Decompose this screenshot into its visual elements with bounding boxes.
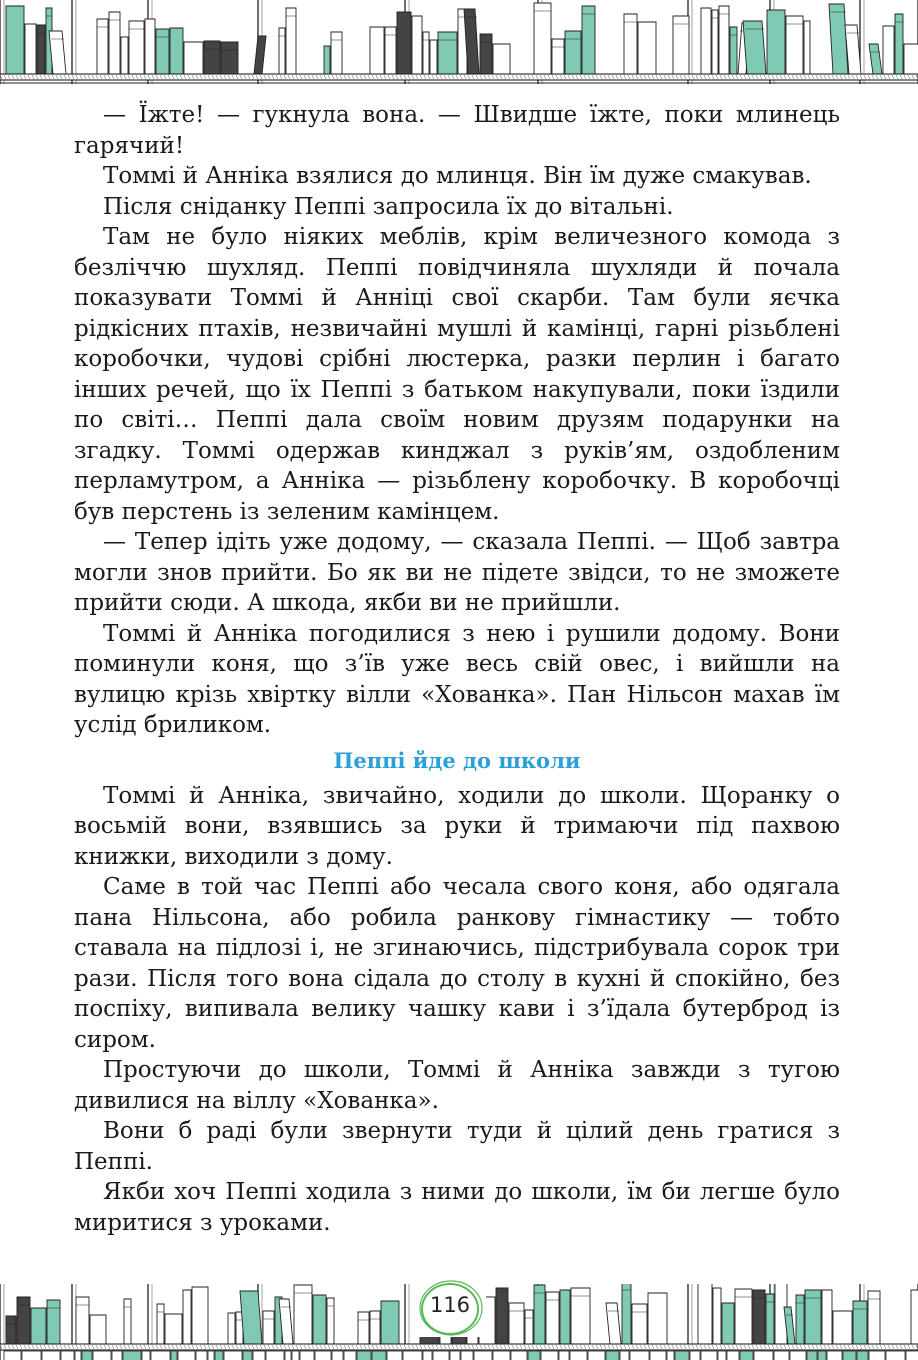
top-bookshelf-decoration [0, 0, 918, 84]
paragraph: Саме в той час Пеппі або чесала свого коня, або одягала пана Нільсона, або робила ранкову гімнастику — тобто ставала на підлозі і, не згинаючись, підстрибувала сорок три рази. Після того вона сідала до столу в кухні й спокійно, без поспіху, випивала велику чашку кави і з’їдала бутерброд із сиром. [74, 874, 840, 1053]
paragraph: Якби хоч Пеппі ходила з ними до школи, їм би легше було миритися з уроками. [74, 1179, 840, 1236]
paragraph: — Їжте! — гукнула вона. — Швидше їжте, поки млинець гарячий! [74, 102, 840, 159]
paragraph: Там не було ніяких меблів, крім величезного комода з безліччю шухляд. Пеппі повідчиняла шухляди й почала показувати Томмі й Анніці свої скарби. Там були яєчка рідкісних птахів, незвичайні мушлі й камінці, гарні різьблені коробочки, чудові срібні люстерка, разки перлин і багато інших речей, що їх Пеппі з батьком накупували, поки їздили по світі… Пеппі дала своїм новим друзям подарунки на згадку. Томмі одержав кинджал з руків’ям, оздобленим перламутром, а Анніка — різьблену коробочку. В коробочці був перстень із зеленим камінцем. [74, 224, 840, 525]
page-number-badge [414, 1279, 486, 1337]
paragraph: Вони б раді були звернути туди й цілий день гратися з Пеппі. [74, 1118, 840, 1175]
page-number: 116 [429, 1293, 471, 1317]
page-text [74, 100, 840, 1238]
paragraph: Томмі й Анніка взялися до млинця. Він їм дуже смакував. [103, 163, 812, 189]
paragraph: Томмі й Анніка, звичайно, ходили до школи. Щоранку о восьмій вони, взявшись за руки й тримаючи під пахвою книжки, виходили з дому. [74, 782, 840, 870]
paragraph: Простуючи до школи, Томмі й Анніка завжди з тугою дивилися на віллу «Хованка». [74, 1057, 840, 1114]
paragraph: Після сніданку Пеппі запросила їх до вітальні. [103, 193, 674, 220]
paragraph: — Тепер ідіть уже додому, — сказала Пеппі. — Щоб завтра могли знов прийти. Бо як ви не підете звідси, то не зможете прийти сюди. А шкода, якби ви не прийшли. [74, 529, 840, 616]
paragraph: Томмі й Анніка погодилися з нею і рушили додому. Вони поминули коня, що з’їв уже весь свій овес, і вийшли на вулицю крізь хвіртку вілли «Хованка». Пан Нільсон махав їм услід бриликом. [74, 620, 840, 738]
chapter-title: Пеппі йде до школи [333, 747, 581, 773]
